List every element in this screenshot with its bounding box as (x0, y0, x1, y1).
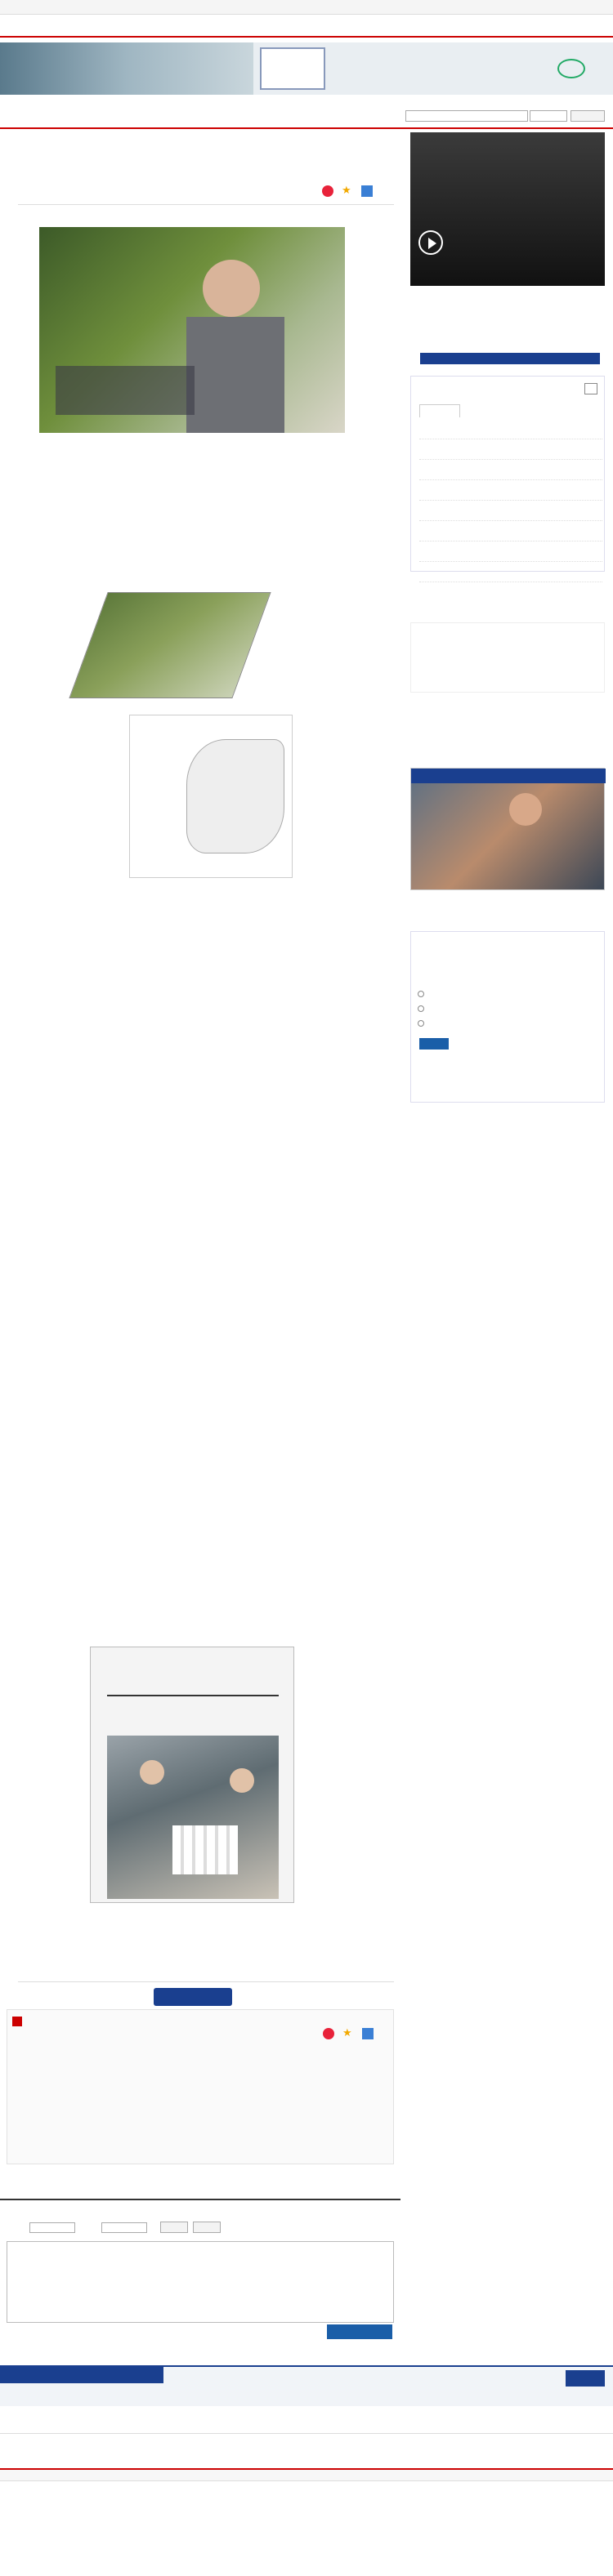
banner-logo (557, 59, 585, 78)
article-paragraph (18, 1188, 394, 1233)
sidebar-ad-headache[interactable] (410, 622, 605, 693)
radio-icon[interactable] (418, 1005, 424, 1012)
article-body (18, 0, 402, 2576)
map-image (88, 584, 309, 886)
refresh-icon[interactable] (584, 383, 597, 394)
article-paragraph (18, 1421, 394, 1473)
footer-links-row (0, 2421, 613, 2434)
newspaper-photo-content (107, 1736, 279, 1899)
article-paragraph (18, 990, 394, 1029)
star-icon[interactable]: ★ (342, 185, 351, 197)
article-paragraph (18, 1034, 394, 1067)
search-select[interactable] (530, 110, 567, 122)
user-input[interactable] (29, 2222, 75, 2233)
recommend-item[interactable] (419, 501, 602, 521)
article-paragraph (18, 1072, 394, 1104)
recommend-item[interactable] (419, 460, 602, 480)
search-input[interactable] (405, 110, 528, 122)
more-video-button[interactable] (420, 353, 600, 364)
recommend-item[interactable] (419, 439, 602, 460)
article-paragraph (18, 1596, 394, 1624)
survey-box (410, 931, 605, 1103)
news-bottles (172, 1825, 238, 1874)
ad-number (514, 628, 539, 677)
recommend-box (410, 376, 605, 572)
news-person (230, 1768, 254, 1793)
survey-submit-button[interactable] (419, 1038, 449, 1050)
search-button[interactable] (570, 110, 605, 122)
video-player[interactable] (410, 132, 605, 286)
footer-links-row (0, 2501, 613, 2514)
register-button[interactable] (193, 2222, 221, 2233)
recommend-item[interactable] (419, 480, 602, 501)
recommend-item[interactable] (419, 541, 602, 562)
share-box (7, 2009, 394, 2164)
radio-icon[interactable] (418, 991, 424, 997)
radio-icon[interactable] (418, 1020, 424, 1027)
article-paragraph (18, 1281, 394, 1326)
play-icon[interactable] (418, 230, 443, 255)
survey-option[interactable] (418, 989, 429, 999)
divider (0, 2199, 400, 2200)
recommend-item[interactable] (419, 521, 602, 541)
back-to-home-button[interactable] (154, 1988, 232, 2006)
password-input[interactable] (101, 2222, 147, 2233)
article-paragraph (18, 1366, 394, 1418)
article-paragraph (18, 1333, 394, 1361)
sidebar-photo-modi[interactable] (410, 768, 605, 890)
weibo-icon[interactable] (323, 2028, 334, 2039)
newspaper-photo (90, 1647, 294, 1903)
footer-coop (0, 2365, 613, 2406)
coop-right-button[interactable] (566, 2370, 605, 2387)
article-paragraph (18, 907, 394, 934)
recommend-item[interactable] (419, 562, 602, 582)
article-paragraph (18, 1235, 394, 1274)
map-terrain (69, 592, 271, 698)
qzone-icon[interactable] (362, 2028, 374, 2039)
recommend-item[interactable] (419, 419, 602, 439)
article-paragraph (18, 1153, 394, 1186)
article-paragraph (18, 525, 394, 577)
coop-tab (0, 2367, 163, 2383)
survey-option[interactable] (418, 1004, 429, 1014)
newspaper-rule (107, 1695, 279, 1696)
login-button[interactable] (160, 2222, 188, 2233)
footer-nav-row (0, 2468, 613, 2481)
photo-person (509, 793, 542, 826)
article-paragraph (18, 1482, 394, 1560)
tab-hot[interactable] (419, 404, 460, 417)
article-paragraph (18, 1108, 394, 1147)
recommend-list (419, 419, 602, 582)
star-icon[interactable]: ★ (342, 2027, 352, 2039)
divider (18, 1981, 394, 1982)
news-person (140, 1760, 164, 1785)
survey-option[interactable] (418, 1018, 429, 1028)
comment-submit-button[interactable] (327, 2324, 392, 2339)
share-logo-icon (12, 2017, 22, 2026)
article-paragraph (18, 939, 394, 985)
zhuan-header (411, 769, 606, 783)
comment-textarea[interactable] (7, 2241, 394, 2323)
map-island (186, 739, 284, 853)
